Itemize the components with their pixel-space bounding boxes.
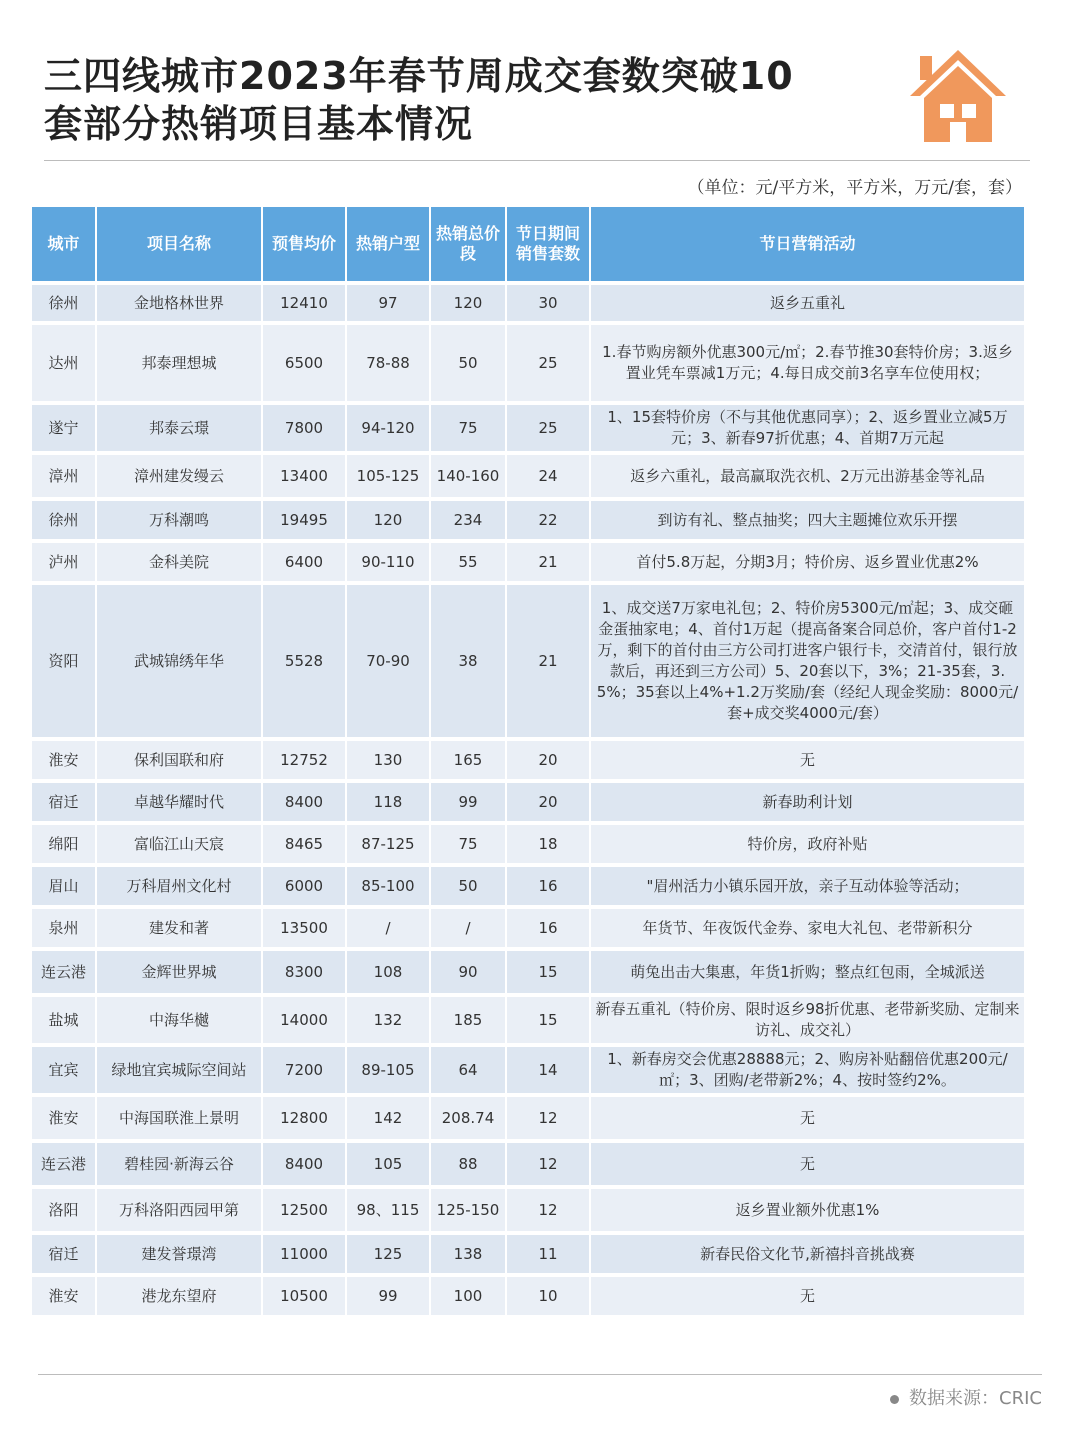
table-cell: 盐城 xyxy=(32,997,95,1043)
table-cell: 1.春节购房额外优惠300元/㎡；2.春节推30套特价房；3.返乡置业凭车票减1万元；4.每日成交前3名享车位使用权； xyxy=(591,325,1024,401)
table-cell: 连云港 xyxy=(32,1143,95,1185)
table-cell: 99 xyxy=(431,783,505,821)
table-row xyxy=(32,1047,1024,1093)
table-cell: 达州 xyxy=(32,325,95,401)
table-cell: "眉州活力小镇乐园开放，亲子互动体验等活动； xyxy=(591,867,1024,905)
title-line-2: 套部分热销项目基本情况 xyxy=(44,102,474,146)
table-row xyxy=(32,783,1024,821)
table-cell: 14 xyxy=(507,1047,589,1093)
table-cell: 97 xyxy=(347,285,429,321)
table-row xyxy=(32,867,1024,905)
table-cell: / xyxy=(347,909,429,947)
table-cell: 徐州 xyxy=(32,285,95,321)
table-cell: 20 xyxy=(507,783,589,821)
table-cell: 120 xyxy=(431,285,505,321)
table-cell: 富临江山天宸 xyxy=(97,825,261,863)
table-cell: 返乡五重礼 xyxy=(591,285,1024,321)
table-row xyxy=(32,501,1024,539)
table-cell: 无 xyxy=(591,1277,1024,1315)
table-cell: 105 xyxy=(347,1143,429,1185)
table-cell: 到访有礼、整点抽奖；四大主题摊位欢乐开摆 xyxy=(591,501,1024,539)
table-cell: 1、15套特价房（不与其他优惠同享）；2、返乡置业立减5万元；3、新春97折优惠；4、首期7万元起 xyxy=(591,405,1024,451)
table-cell: 165 xyxy=(431,741,505,779)
table-cell: 99 xyxy=(347,1277,429,1315)
table-cell: 12 xyxy=(507,1097,589,1139)
table-cell: 78-88 xyxy=(347,325,429,401)
table-row xyxy=(32,741,1024,779)
table-cell: 建发和著 xyxy=(97,909,261,947)
table-cell: 年货节、年夜饭代金券、家电大礼包、老带新积分 xyxy=(591,909,1024,947)
table-cell: 14000 xyxy=(263,997,345,1043)
table-cell: 建发誉璟湾 xyxy=(97,1235,261,1273)
table-row xyxy=(32,1189,1024,1231)
table-cell: 38 xyxy=(431,585,505,737)
table-cell: 64 xyxy=(431,1047,505,1093)
table-cell: 70-90 xyxy=(347,585,429,737)
unit-note: （单位：元/平方米，平方米，万元/套，套） xyxy=(687,178,1022,198)
table-cell: 宿迁 xyxy=(32,783,95,821)
table-cell: 50 xyxy=(431,867,505,905)
table-cell: 89-105 xyxy=(347,1047,429,1093)
table-cell: 19495 xyxy=(263,501,345,539)
table-cell: 保利国联和府 xyxy=(97,741,261,779)
title-divider xyxy=(44,160,1030,161)
table-cell: 75 xyxy=(431,825,505,863)
table-cell: 8465 xyxy=(263,825,345,863)
column-header: 热销户型 xyxy=(347,207,429,281)
column-header: 热销总价段 xyxy=(431,207,505,281)
table-cell: 遂宁 xyxy=(32,405,95,451)
table-cell: 25 xyxy=(507,405,589,451)
table-cell: 98、115 xyxy=(347,1189,429,1231)
table-cell: 碧桂园·新海云谷 xyxy=(97,1143,261,1185)
table-cell: 85-100 xyxy=(347,867,429,905)
table-row xyxy=(32,909,1024,947)
table-cell: 12 xyxy=(507,1143,589,1185)
table-cell: 142 xyxy=(347,1097,429,1139)
table-cell: 12 xyxy=(507,1189,589,1231)
table-cell: 90-110 xyxy=(347,543,429,581)
table-row xyxy=(32,325,1024,401)
table-cell: 87-125 xyxy=(347,825,429,863)
table-row xyxy=(32,543,1024,581)
column-header: 预售均价 xyxy=(263,207,345,281)
table-cell: 24 xyxy=(507,455,589,497)
table-cell: 18 xyxy=(507,825,589,863)
table-cell: 万科眉州文化村 xyxy=(97,867,261,905)
table-cell: 8400 xyxy=(263,783,345,821)
table-cell: 7800 xyxy=(263,405,345,451)
table-cell: 12410 xyxy=(263,285,345,321)
table-cell: 绵阳 xyxy=(32,825,95,863)
table-cell: 中海华樾 xyxy=(97,997,261,1043)
table-cell: 中海国联淮上景明 xyxy=(97,1097,261,1139)
table-cell: 宿迁 xyxy=(32,1235,95,1273)
table-cell: 185 xyxy=(431,997,505,1043)
table-cell: 邦泰云璟 xyxy=(97,405,261,451)
bullet-icon xyxy=(890,1395,899,1404)
table-cell: 新春五重礼（特价房、限时返乡98折优惠、老带新奖励、定制来访礼、成交礼） xyxy=(591,997,1024,1043)
table-cell: 1、新春房交会优惠28888元；2、购房补贴翻倍优惠200元/㎡；3、团购/老带新2%；4、按时签约2%。 xyxy=(591,1047,1024,1093)
table-cell: 21 xyxy=(507,543,589,581)
table-cell: 12752 xyxy=(263,741,345,779)
table-cell: 234 xyxy=(431,501,505,539)
table-row xyxy=(32,585,1024,737)
table-cell: 漳州建发缦云 xyxy=(97,455,261,497)
table-cell: 50 xyxy=(431,325,505,401)
table-cell: 卓越华耀时代 xyxy=(97,783,261,821)
table-cell: 7200 xyxy=(263,1047,345,1093)
table-cell: 15 xyxy=(507,997,589,1043)
table-cell: 萌兔出击大集惠，年货1折购；整点红包雨，全城派送 xyxy=(591,951,1024,993)
page-title xyxy=(44,52,864,148)
table-cell: 金辉世界城 xyxy=(97,951,261,993)
table-cell: 连云港 xyxy=(32,951,95,993)
table-cell: 16 xyxy=(507,909,589,947)
projects-table xyxy=(30,203,1026,1319)
table-cell: 25 xyxy=(507,325,589,401)
table-cell: 94-120 xyxy=(347,405,429,451)
table-cell: 武城锦绣年华 xyxy=(97,585,261,737)
table-cell: 无 xyxy=(591,1097,1024,1139)
table-cell: 21 xyxy=(507,585,589,737)
table-cell: 6400 xyxy=(263,543,345,581)
table-cell: 绿地宜宾城际空间站 xyxy=(97,1047,261,1093)
table-cell: 8400 xyxy=(263,1143,345,1185)
house-icon xyxy=(906,46,1010,146)
table-row xyxy=(32,825,1024,863)
table-cell: 6000 xyxy=(263,867,345,905)
table-cell: 万科洛阳西园甲第 xyxy=(97,1189,261,1231)
table-cell: 淮安 xyxy=(32,1277,95,1315)
table-cell: 洛阳 xyxy=(32,1189,95,1231)
table-cell: 132 xyxy=(347,997,429,1043)
table-cell: 6500 xyxy=(263,325,345,401)
table-row xyxy=(32,1235,1024,1273)
table-cell: 返乡置业额外优惠1% xyxy=(591,1189,1024,1231)
table-cell: 泸州 xyxy=(32,543,95,581)
table-cell: 208.74 xyxy=(431,1097,505,1139)
table-cell: 无 xyxy=(591,1143,1024,1185)
table-cell: 10500 xyxy=(263,1277,345,1315)
table-cell: 16 xyxy=(507,867,589,905)
table-cell: 港龙东望府 xyxy=(97,1277,261,1315)
column-header: 城市 xyxy=(32,207,95,281)
table-cell: 118 xyxy=(347,783,429,821)
table-body xyxy=(32,285,1024,1315)
data-source xyxy=(890,1384,1042,1410)
table-cell: 90 xyxy=(431,951,505,993)
table-cell: 140-160 xyxy=(431,455,505,497)
table-cell: 万科潮鸣 xyxy=(97,501,261,539)
table-cell: 120 xyxy=(347,501,429,539)
table-cell: 新春民俗文化节,新禧抖音挑战赛 xyxy=(591,1235,1024,1273)
table-cell: 泉州 xyxy=(32,909,95,947)
table-cell: 125 xyxy=(347,1235,429,1273)
table-cell: 22 xyxy=(507,501,589,539)
table-row xyxy=(32,405,1024,451)
table-cell: 13500 xyxy=(263,909,345,947)
table-cell: 5528 xyxy=(263,585,345,737)
table-cell: 20 xyxy=(507,741,589,779)
table-cell: 30 xyxy=(507,285,589,321)
table-cell: 特价房，政府补贴 xyxy=(591,825,1024,863)
table-cell: 12800 xyxy=(263,1097,345,1139)
table-cell: 15 xyxy=(507,951,589,993)
table-cell: 徐州 xyxy=(32,501,95,539)
table-row xyxy=(32,1277,1024,1315)
table-cell: 无 xyxy=(591,741,1024,779)
table-cell: 11000 xyxy=(263,1235,345,1273)
table-cell: 100 xyxy=(431,1277,505,1315)
source-label: 数据来源：CRIC xyxy=(909,1388,1042,1409)
table-cell: 宜宾 xyxy=(32,1047,95,1093)
table-cell: 88 xyxy=(431,1143,505,1185)
table-row xyxy=(32,951,1024,993)
table-cell: 新春助利计划 xyxy=(591,783,1024,821)
table-cell: 金科美院 xyxy=(97,543,261,581)
table-row xyxy=(32,1143,1024,1185)
table-cell: 金地格林世界 xyxy=(97,285,261,321)
table-row xyxy=(32,455,1024,497)
table-header-row xyxy=(32,207,1024,281)
table-cell: 13400 xyxy=(263,455,345,497)
table-cell: 108 xyxy=(347,951,429,993)
table-cell: 125-150 xyxy=(431,1189,505,1231)
table-cell: 邦泰理想城 xyxy=(97,325,261,401)
table-cell: 首付5.8万起，分期3月；特价房、返乡置业优惠2% xyxy=(591,543,1024,581)
table-cell: 返乡六重礼，最高赢取洗衣机、2万元出游基金等礼品 xyxy=(591,455,1024,497)
table-cell: 11 xyxy=(507,1235,589,1273)
table-cell: 8300 xyxy=(263,951,345,993)
title-line-1: 三四线城市2023年春节周成交套数突破10 xyxy=(44,54,794,98)
footer-divider xyxy=(38,1374,1042,1375)
column-header: 项目名称 xyxy=(97,207,261,281)
table-cell: 淮安 xyxy=(32,1097,95,1139)
column-header: 节日营销活动 xyxy=(591,207,1024,281)
column-header: 节日期间销售套数 xyxy=(507,207,589,281)
table-cell: / xyxy=(431,909,505,947)
table-cell: 138 xyxy=(431,1235,505,1273)
table-cell: 130 xyxy=(347,741,429,779)
table-cell: 资阳 xyxy=(32,585,95,737)
table-row xyxy=(32,285,1024,321)
table-cell: 漳州 xyxy=(32,455,95,497)
table-row xyxy=(32,997,1024,1043)
table-cell: 75 xyxy=(431,405,505,451)
table-cell: 105-125 xyxy=(347,455,429,497)
table-cell: 1、成交送7万家电礼包；2、特价房5300元/㎡起；3、成交砸金蛋抽家电；4、首付1万起（提高备案合同总价，客户首付1-2万，剩下的首付由三方公司打进客户银行卡，交清首付，银行放款后，再还到三方公司）5、20套以下，3%；21-35套，3.5%；35套以上4%+1.2万奖励/套（经纪人现金奖励：8000元/套+成交奖4000元/套） xyxy=(591,585,1024,737)
table-cell: 眉山 xyxy=(32,867,95,905)
table-row xyxy=(32,1097,1024,1139)
table-cell: 10 xyxy=(507,1277,589,1315)
table-cell: 55 xyxy=(431,543,505,581)
table-cell: 12500 xyxy=(263,1189,345,1231)
table-cell: 淮安 xyxy=(32,741,95,779)
